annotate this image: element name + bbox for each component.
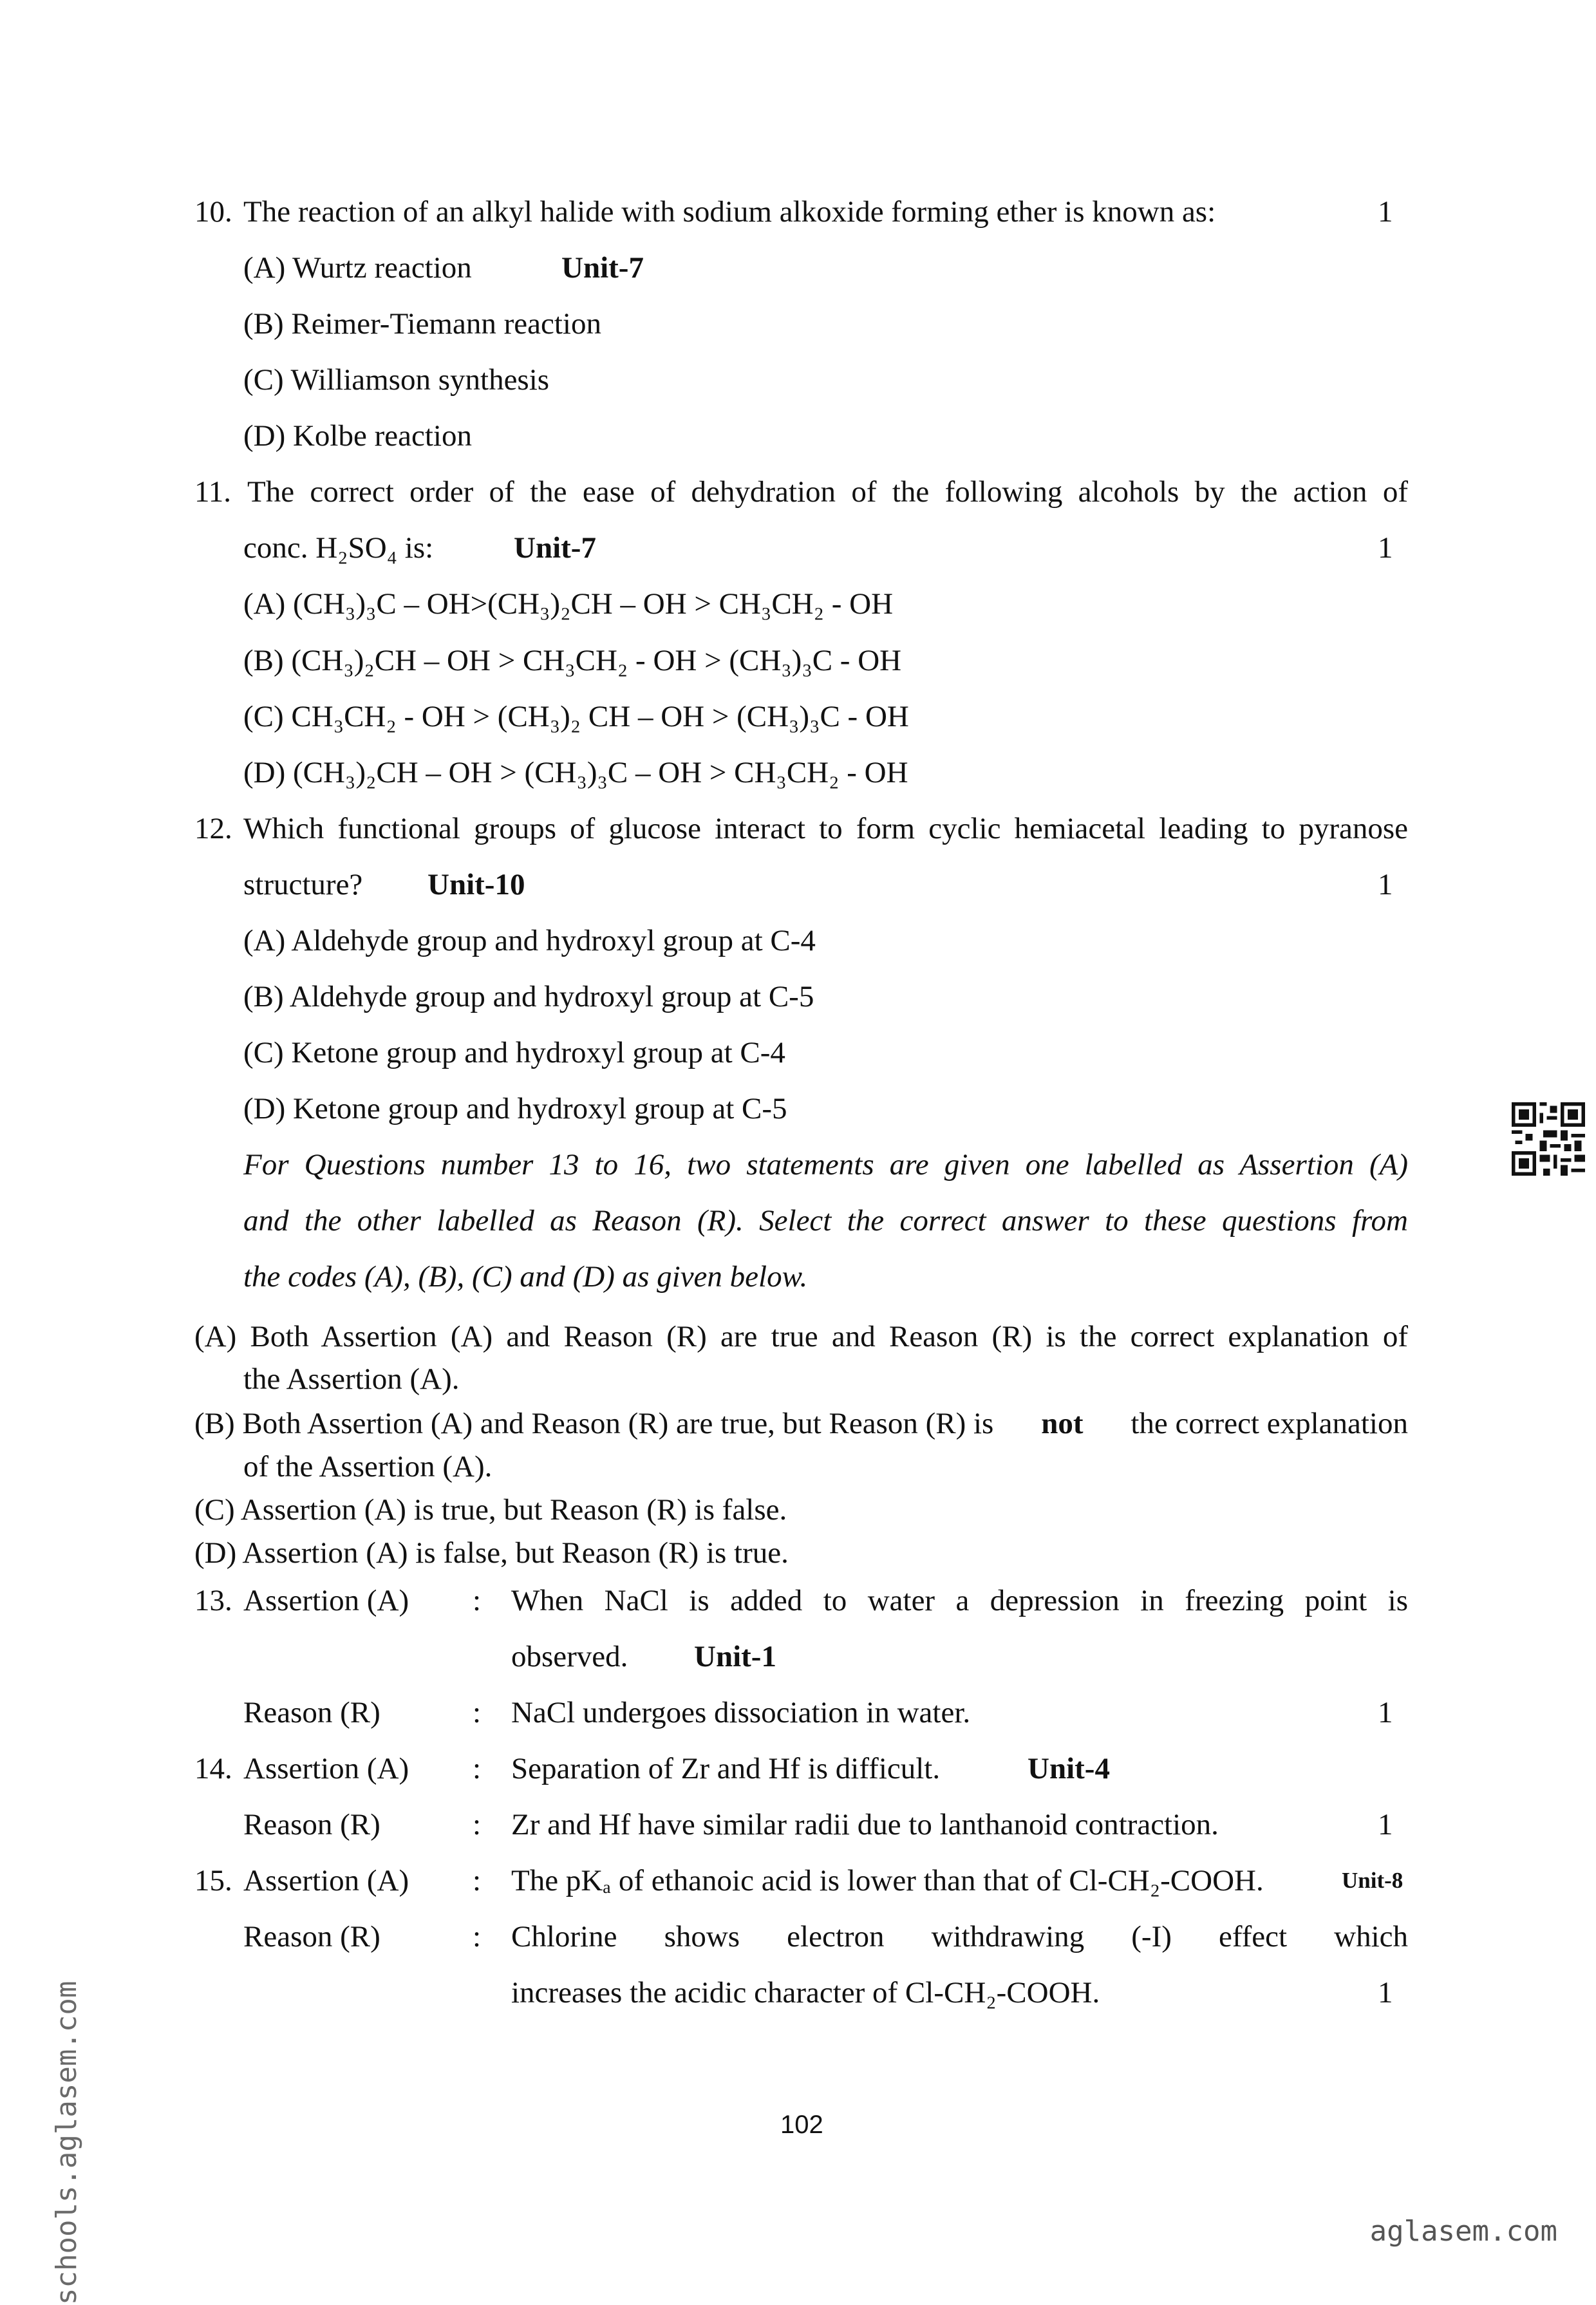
q11-stem-line1: The correct order of the ease of dehydration of the following alcohols by the action of: [247, 475, 1408, 509]
q14-number: 14.: [194, 1752, 232, 1785]
instructions-line2: and the other labelled as Reason (R). Select the correct answer to these questions from: [243, 1204, 1408, 1237]
code-b-pre: (B) Both Assertion (A) and Reason (R) are true, but Reason (R) is: [194, 1407, 994, 1440]
q15-reason-label: Reason (R): [243, 1920, 380, 1953]
q14-assertion-label: Assertion (A): [243, 1752, 409, 1785]
q14-marks: 1: [1378, 1808, 1393, 1841]
q10-option-c: (C) Williamson synthesis: [243, 363, 550, 397]
q14-assertion-colon: :: [473, 1752, 482, 1785]
code-b-line1: [194, 1406, 1408, 1442]
q12-option-c: (C) Ketone group and hydroxyl group at C-4: [243, 1036, 785, 1069]
q10-marks: 1: [1378, 195, 1393, 229]
q13-assertion-colon: :: [473, 1584, 482, 1617]
q15-reason-line1: Chlorine shows electron withdrawing (-I) effect which: [511, 1920, 1408, 1953]
q11-option-d: (D) (CH₃)₂CH – OH > (CH₃)₃C – OH > CH₃CH₂ - OH: [243, 756, 908, 789]
q12-unit: Unit-10: [427, 868, 525, 901]
q12-stem-line1: Which functional groups of glucose interact to form cyclic hemiacetal leading to pyranose: [243, 812, 1408, 845]
q13-marks: 1: [1378, 1696, 1393, 1729]
q12-option-d: (D) Ketone group and hydroxyl group at C-5: [243, 1092, 787, 1125]
instructions-line3: the codes (A), (B), (C) and (D) as given below.: [243, 1260, 808, 1294]
q13-unit: Unit-1: [694, 1640, 776, 1673]
q10-option-b: (B) Reimer-Tiemann reaction: [243, 307, 601, 341]
q11-option-c: (C) CH₃CH₂ - OH > (CH₃)₂ CH – OH > (CH₃)₃C - OH: [243, 700, 909, 733]
q15-unit: Unit-8: [1342, 1868, 1404, 1893]
code-a-line2: the Assertion (A).: [243, 1362, 460, 1396]
watermark-side: schools.aglasem.com: [50, 1980, 83, 2305]
q15-reason-colon: :: [473, 1920, 482, 1953]
qr-code-icon[interactable]: [1512, 1102, 1585, 1176]
q10-unit: Unit-7: [561, 251, 644, 285]
q13-reason-label: Reason (R): [243, 1696, 380, 1729]
code-b-bold: not: [1041, 1407, 1084, 1440]
q15-assertion-colon: :: [473, 1864, 482, 1897]
q10-stem: The reaction of an alkyl halide with sodium alkoxide forming ether is known as:: [243, 195, 1216, 229]
watermark-bottom: aglasem.com: [1369, 2215, 1557, 2248]
q14-reason-label: Reason (R): [243, 1808, 380, 1841]
q13-assertion-label: Assertion (A): [243, 1584, 409, 1617]
q12-stem-line2: structure?: [243, 868, 363, 901]
q11-option-b: (B) (CH₃)₂CH – OH > CH₃CH₂ - OH > (CH₃)₃C - OH: [243, 644, 902, 677]
page-number: 102: [780, 2111, 823, 2139]
q13-reason-colon: :: [473, 1696, 482, 1729]
q13-reason: NaCl undergoes dissociation in water.: [511, 1696, 971, 1729]
q15-number: 15.: [194, 1864, 232, 1897]
q11-stem-line2: conc. H₂SO₄ is:: [243, 531, 434, 565]
q11-marks: 1: [1378, 531, 1393, 565]
q12-option-b: (B) Aldehyde group and hydroxyl group at C-5: [243, 980, 814, 1013]
q14-reason-colon: :: [473, 1808, 482, 1841]
code-b-post: the correct explanation: [1131, 1407, 1408, 1440]
q12-marks: 1: [1378, 868, 1393, 901]
q10-option-d: (D) Kolbe reaction: [243, 419, 472, 453]
code-c: (C) Assertion (A) is true, but Reason (R) is false.: [194, 1493, 787, 1527]
instructions-line1: For Questions number 13 to 16, two statements are given one labelled as Assertion (A): [243, 1148, 1408, 1181]
q10-number: 10.: [194, 195, 232, 229]
q15-reason-line2: increases the acidic character of Cl-CH₂-COOH.: [511, 1976, 1100, 2009]
q11-option-a: (A) (CH₃)₃C – OH>(CH₃)₂CH – OH > CH₃CH₂ - OH: [243, 587, 894, 621]
q11-unit: Unit-7: [514, 531, 596, 565]
q12-option-a: (A) Aldehyde group and hydroxyl group at C-4: [243, 924, 816, 957]
q15-marks: 1: [1378, 1976, 1393, 2009]
q13-number: 13.: [194, 1584, 232, 1617]
q15-assertion-label: Assertion (A): [243, 1864, 409, 1897]
q11-number: 11.: [194, 475, 232, 509]
q12-number: 12.: [194, 812, 232, 845]
code-b-line2: of the Assertion (A).: [243, 1450, 493, 1483]
q14-reason: Zr and Hf have similar radii due to lanthanoid contraction.: [511, 1808, 1219, 1841]
q15-assertion: The pKₐ of ethanoic acid is lower than that of Cl-CH₂-COOH.: [511, 1864, 1264, 1897]
q14-unit: Unit-4: [1028, 1752, 1110, 1785]
q13-assertion-line2: observed.: [511, 1640, 628, 1673]
q13-assertion-line1: When NaCl is added to water a depression in freezing point is: [511, 1584, 1408, 1617]
q10-option-a: (A) Wurtz reaction: [243, 251, 472, 285]
code-d: (D) Assertion (A) is false, but Reason (R) is true.: [194, 1536, 789, 1570]
code-a-line1: (A) Both Assertion (A) and Reason (R) are true and Reason (R) is the correct explanation of: [194, 1320, 1408, 1353]
q14-assertion: Separation of Zr and Hf is difficult.: [511, 1752, 941, 1785]
